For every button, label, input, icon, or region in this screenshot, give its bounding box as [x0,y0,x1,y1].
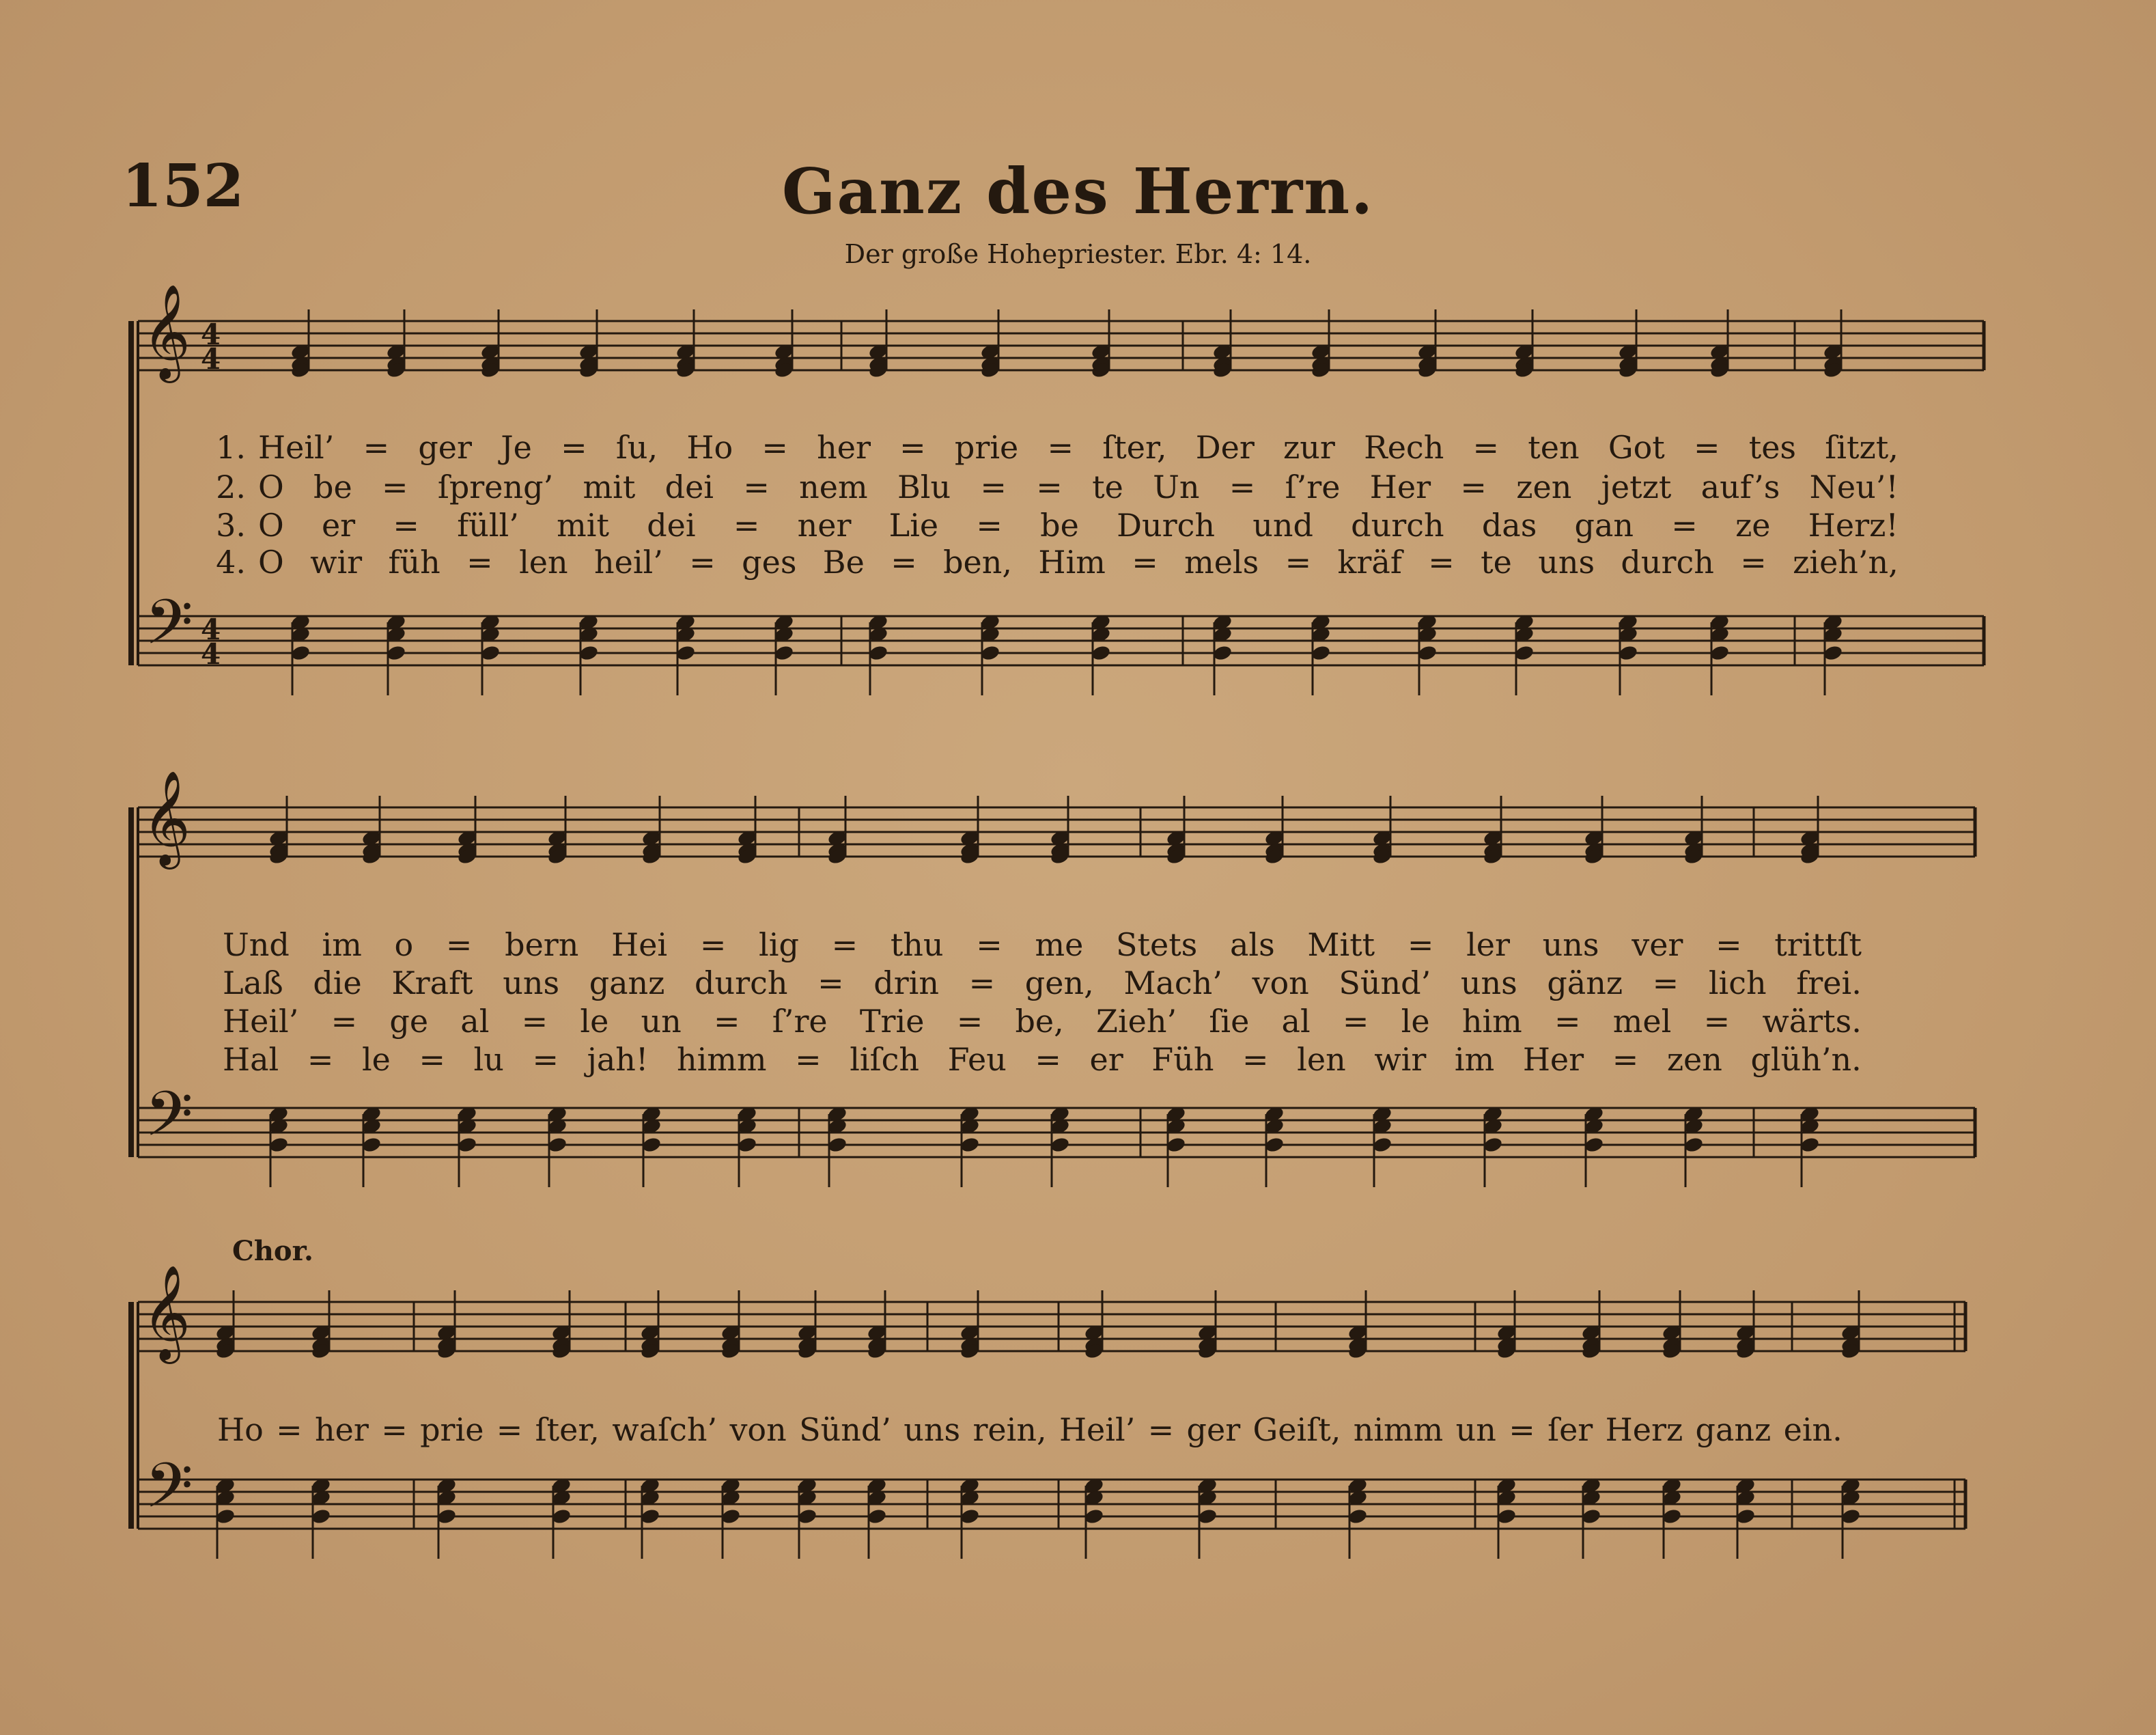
hyphen: = [1428,544,1455,581]
hyphen: = [1342,1003,1369,1040]
hyphen: = [714,1003,740,1040]
lyric-syllable: o [394,926,414,963]
lyric-syllable: durch [695,964,788,1001]
lyric-syllable: len [1297,1041,1346,1078]
hymn-title: Ganz des Herrn. [781,154,1375,228]
bass-clef-icon: 𝄢 [145,586,193,674]
verse-number: 2. [216,469,246,505]
lyric-syllable: lich [1708,964,1767,1001]
hyphen: = [445,926,473,963]
lyric-syllable: wir [310,544,363,581]
lyric-syllable: Heil’ [258,429,335,466]
lyric-syllable: wärts. [1762,1003,1862,1040]
lyric-syllable: uns [1542,926,1599,963]
lyric-syllable: uns [503,964,560,1001]
lyric-syllable: waſch’ [612,1411,718,1448]
lyric-syllable: le [580,1003,609,1040]
lyric-syllable: rein, [972,1411,1047,1448]
lyric-syllable: ganz [1695,1411,1772,1448]
hyphen: = [1652,964,1679,1001]
hyphen: = [899,429,926,466]
hyphen: = [521,1003,548,1040]
lyric-syllable: Hal [223,1041,279,1078]
lyric-syllable: lig [759,926,799,963]
lyric-syllable: Herz! [1808,507,1899,544]
lyric-syllable: O [258,507,284,544]
verse-number: 3. [216,507,246,544]
lyric-syllable: Him [1038,544,1106,581]
lyric-syllable: gan [1574,507,1634,544]
lyric-syllable: durch [1351,507,1444,544]
lyric-syllable: frei. [1796,964,1862,1001]
hyphen: = [980,469,1007,505]
lyric-syllable: ſie [1209,1003,1250,1040]
hyphen: = [733,507,760,544]
hyphen: = [1716,926,1742,963]
lyric-syllable: Feu [947,1041,1007,1078]
hyphen: = [363,429,390,466]
hyphen: = [891,544,917,581]
lyric-syllable: be, [1015,1003,1064,1040]
treble-clef-icon: 𝄞 [142,1265,191,1360]
lyric-syllable: heil’ [593,544,663,581]
lyric-syllable: nem [799,469,868,505]
lyric-syllable: Je [501,429,532,466]
lyric-syllable: Heil’ [223,1003,299,1040]
lyric-syllable: him [1461,1003,1522,1040]
lyric-syllable: mels [1184,544,1259,581]
lyric-syllable: im [1454,1041,1495,1078]
hyphen: = [1147,1411,1175,1448]
lyric-syllable: her [817,429,871,466]
hyphen: = [307,1041,334,1078]
lyric-syllable: un [1455,1411,1496,1448]
hyphen: = [1554,1003,1581,1040]
hyphen: = [1460,469,1487,505]
lyric-syllable: ze [1735,507,1771,544]
lyric-syllable: jetzt [1601,469,1672,505]
lyric-syllable: jah! [587,1041,649,1078]
lyric-syllable: gen, [1024,964,1094,1001]
lyric-syllable: ſitzt, [1825,429,1899,466]
time-signature-numerator: 4 [201,613,221,646]
lyric-syllable: ger [1186,1411,1241,1448]
lyric-syllable: Her [1369,469,1431,505]
hyphen: = [831,926,858,963]
hyphen: = [689,544,716,581]
lyric-syllable: Mitt [1307,926,1375,963]
lyric-syllable: mit [583,469,636,505]
lyric-syllable: von [1252,964,1309,1001]
lyric-syllable: füh [388,544,440,581]
lyric-syllable: prie [954,429,1019,466]
hyphen: = [496,1411,523,1448]
hyphen: = [1671,507,1698,544]
lyric-syllable: Ho [686,429,733,466]
lyric-syllable: len [519,544,568,581]
scripture-reference: Der große Hohepriester. Ebr. 4: 14. [844,239,1312,269]
lyric-syllable: Zieh’ [1095,1003,1177,1040]
hyphen: = [466,544,493,581]
lyric-syllable: dei [664,469,714,505]
lyric-syllable: le [361,1041,391,1078]
lyric-syllable: be [313,469,352,505]
lyric-syllable: uns [1538,544,1595,581]
lyric-syllable: Lie [888,507,939,544]
hyphen: = [795,1041,822,1078]
lyric-syllable: mit [557,507,609,544]
hyphen: = [331,1003,358,1040]
lyric-syllable: thu [890,926,944,963]
lyric-syllable: lu [473,1041,504,1078]
page-number: 152 [122,152,244,221]
lyric-syllable: ſter, [1102,429,1167,466]
hyphen: = [1612,1041,1639,1078]
lyric-syllable: ſu, [615,429,658,466]
treble-clef-icon: 𝄞 [142,284,191,379]
lyric-syllable: ger [418,429,473,466]
lyric-syllable: Sünd’ [1339,964,1431,1001]
hyphen: = [761,429,788,466]
lyric-syllable: ſ’re [1285,469,1341,505]
hyphen: = [1047,429,1074,466]
lyric-syllable: auf’s [1700,469,1780,505]
chorus-label: Chor. [232,1235,313,1267]
lyric-syllable: ganz [589,964,665,1001]
hyphen: = [1132,544,1158,581]
lyric-syllable: Und [223,926,290,963]
lyric-syllable: als [1229,926,1275,963]
hyphen: = [276,1411,303,1448]
lyric-syllable: tes [1748,429,1797,466]
time-signature-denominator: 4 [201,637,221,671]
lyric-syllable: Stets [1115,926,1198,963]
lyric-syllable: mel [1612,1003,1672,1040]
lyric-syllable: te [1481,544,1512,581]
lyric-syllable: al [460,1003,490,1040]
bass-clef-icon: 𝄢 [145,1449,193,1537]
hyphen: = [1509,1411,1535,1448]
lyric-syllable: ſter, [535,1411,600,1448]
lyric-syllable: Herz [1605,1411,1683,1448]
hyphen: = [419,1041,445,1078]
lyric-syllable: Durch [1117,507,1215,544]
lyric-syllable: bern [505,926,579,963]
lyric-syllable: Her [1522,1041,1584,1078]
lyric-syllable: Hei [611,926,668,963]
lyric-syllable: ſer [1548,1411,1593,1448]
lyric-syllable: te [1092,469,1123,505]
lyric-syllable: ben, [943,544,1013,581]
lyric-syllable: nimm [1353,1411,1444,1448]
lyric-syllable: dei [647,507,696,544]
lyric-syllable: durch [1621,544,1714,581]
lyric-syllable: Sünd’ [799,1411,891,1448]
lyric-syllable: kräf [1337,544,1402,581]
lyric-syllable: ner [797,507,852,544]
lyric-syllable: uns [1460,964,1517,1001]
hyphen: = [1472,429,1500,466]
lyric-syllable: füll’ [457,507,519,544]
lyric-syllable: er [321,507,356,544]
lyric-syllable: Blu [897,469,951,505]
lyric-syllable: al [1281,1003,1311,1040]
hyphen: = [1693,429,1720,466]
lyric-syllable: ein. [1783,1411,1843,1448]
lyric-syllable: Trie [859,1003,925,1040]
lyric-syllable: Laß [223,964,283,1001]
verse-number: 1. [216,429,246,466]
lyric-syllable: zen [1516,469,1572,505]
lyric-syllable: le [1401,1003,1430,1040]
lyric-syllable: Un [1153,469,1200,505]
lyric-syllable: ver [1632,926,1683,963]
lyric-syllable: und [1252,507,1313,544]
lyric-syllable: ler [1466,926,1510,963]
lyric-syllable: glüh’n. [1750,1041,1862,1078]
hyphen: = [532,1041,559,1078]
lyric-syllable: von [729,1411,787,1448]
lyric-syllable: das [1481,507,1537,544]
hyphen: = [743,469,770,505]
hyphen: = [381,1411,408,1448]
lyric-syllable: Geiſt, [1252,1411,1341,1448]
time-signature-numerator: 4 [201,318,221,351]
lyric-syllable: me [1035,926,1084,963]
lyric-syllable: Neu’! [1809,469,1899,505]
lyric-syllable: O [258,469,284,505]
hyphen: = [1285,544,1312,581]
lyric-syllable: Füh [1151,1041,1214,1078]
hyphen: = [1242,1041,1269,1078]
hyphen: = [968,964,996,1001]
lyric-syllable: un [641,1003,682,1040]
hyphen: = [561,429,587,466]
lyric-syllable: ge [389,1003,429,1040]
lyric-syllable: Be [822,544,865,581]
lyric-syllable: drin [873,964,940,1001]
lyric-syllable: Got [1608,429,1665,466]
hyphen: = [699,926,727,963]
lyric-syllable: uns [904,1411,961,1448]
hyphen: = [1036,469,1063,505]
hyphen: = [956,1003,983,1040]
lyric-syllable: Der [1195,429,1255,466]
lyric-syllable: er [1089,1041,1123,1078]
lyric-syllable: Heil’ [1059,1411,1136,1448]
lyric-syllable: gänz [1547,964,1623,1001]
hyphen: = [1703,1003,1731,1040]
hyphen: = [381,469,408,505]
lyric-syllable: zieh’n, [1793,544,1899,581]
verse-number: 4. [216,544,246,581]
lyric-syllable: Ho [217,1411,264,1448]
lyric-syllable: liſch [850,1041,920,1078]
hyphen: = [1407,926,1434,963]
lyric-syllable: Rech [1364,429,1444,466]
lyric-syllable: ſpreng’ [437,469,554,505]
lyric-syllable: be [1040,507,1079,544]
hyphen: = [1229,469,1256,505]
lyric-syllable: prie [420,1411,484,1448]
lyric-syllable: ſ’re [772,1003,828,1040]
lyric-syllable: Kraft [391,964,473,1001]
hyphen: = [393,507,419,544]
lyric-syllable: trittſt [1774,926,1862,963]
lyric-syllable: Mach’ [1123,964,1222,1001]
hyphen: = [817,964,844,1001]
bass-clef-icon: 𝄢 [145,1078,193,1165]
lyric-syllable: die [313,964,362,1001]
lyric-syllable: zen [1666,1041,1722,1078]
lyric-syllable: ges [742,544,797,581]
hyphen: = [976,926,1003,963]
time-signature-denominator: 4 [201,342,221,376]
hyphen: = [976,507,1003,544]
hyphen: = [1035,1041,1061,1078]
lyric-syllable: im [322,926,362,963]
hyphen: = [1740,544,1767,581]
lyric-syllable: ten [1528,429,1580,466]
lyric-syllable: O [258,544,284,581]
lyric-syllable: her [315,1411,369,1448]
lyric-syllable: wir [1374,1041,1427,1078]
lyric-syllable: zur [1283,429,1335,466]
lyric-syllable: himm [676,1041,767,1078]
treble-clef-icon: 𝄞 [142,771,191,865]
